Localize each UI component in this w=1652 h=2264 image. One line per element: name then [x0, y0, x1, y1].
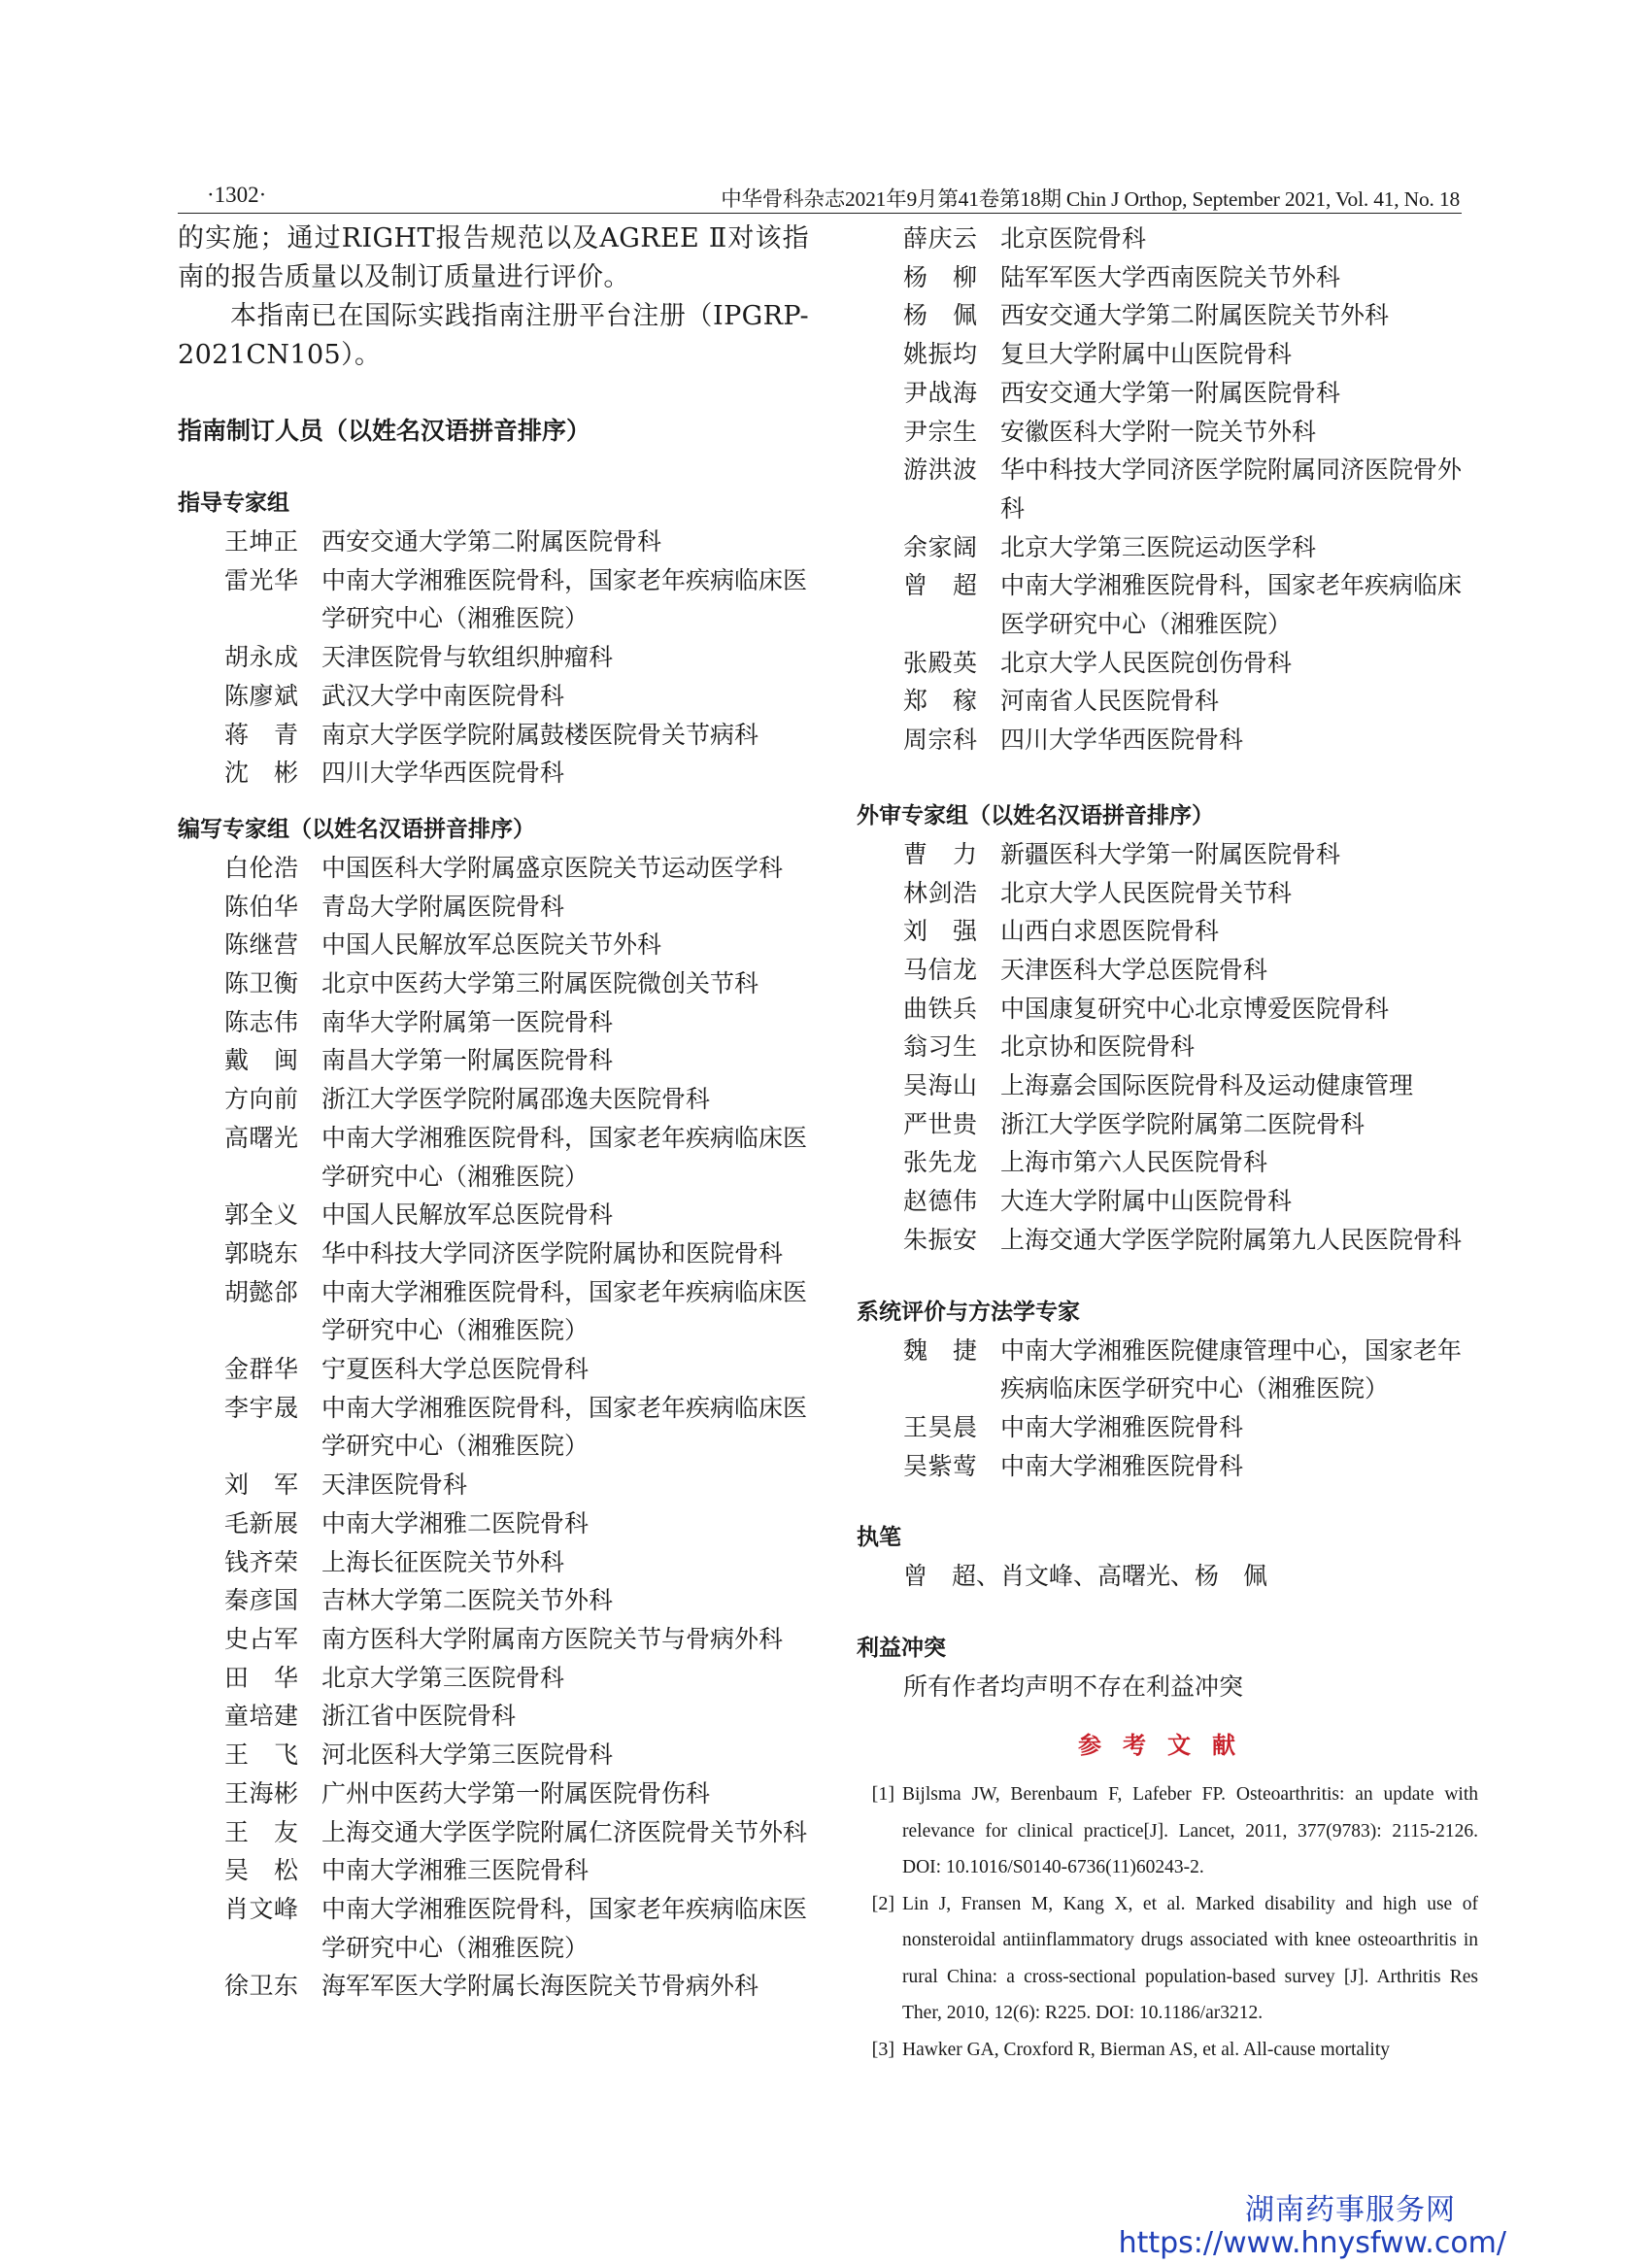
member-entry: [857, 451, 1478, 527]
member-affiliation: 中南大学湘雅医院骨科，国家老年疾病临床医学研究中心（湘雅医院）: [321, 565, 808, 633]
member-name: 吴海山: [903, 1071, 978, 1100]
reference-item: [857, 1886, 1478, 2032]
member-name: 陈伯华: [224, 892, 299, 921]
member-entry: [178, 1119, 809, 1196]
writing-member-list: [178, 849, 809, 2006]
member-affiliation: 华中科技大学同济医学院附属协和医院骨科: [321, 1238, 784, 1267]
member-entry: [857, 1066, 1478, 1105]
member-entry: [857, 912, 1478, 951]
member-entry: [178, 1620, 809, 1659]
member-name: 白伦浩: [224, 853, 299, 882]
member-affiliation: 宁夏医科大学总医院骨科: [321, 1355, 590, 1384]
member-affiliation: 天津医科大学总医院骨科: [1000, 955, 1268, 984]
member-name: 曾 超: [903, 571, 978, 600]
writing-member-list-continued: [857, 220, 1478, 760]
member-name: 郑 稼: [903, 687, 978, 716]
member-entry: [857, 258, 1478, 297]
member-entry: [857, 220, 1478, 258]
references-title: 参考文献: [1078, 1732, 1257, 1760]
member-entry: [178, 1581, 809, 1620]
member-name: 王 飞: [224, 1740, 299, 1770]
reference-number: [3]: [871, 2038, 894, 2060]
member-affiliation: 南方医科大学附属南方医院关节与骨病外科: [321, 1624, 784, 1653]
right-column: [857, 220, 1478, 2068]
member-name: 钱齐荣: [224, 1547, 299, 1576]
member-affiliation: 浙江大学医学院附属邵逸夫医院骨科: [321, 1085, 711, 1114]
member-affiliation: 南京大学医学院附属鼓楼医院骨关节病科: [321, 720, 759, 749]
member-name: 余家阔: [903, 532, 978, 561]
member-name: 王海彬: [224, 1778, 299, 1808]
member-name: 杨 佩: [903, 301, 978, 330]
member-affiliation: 中南大学湘雅医院骨科: [1000, 1412, 1244, 1441]
member-affiliation: 武汉大学中南医院骨科: [321, 681, 565, 710]
member-affiliation: 浙江大学医学院附属第二医院骨科: [1000, 1109, 1365, 1138]
member-name: 陈继营: [224, 930, 299, 960]
member-affiliation: 中南大学湘雅医院骨科，国家老年疾病临床医学研究中心（湘雅医院）: [321, 1277, 808, 1345]
member-affiliation: 中国人民解放军总医院关节外科: [321, 930, 662, 960]
member-entry: [178, 1813, 809, 1852]
member-entry: [178, 1736, 809, 1774]
member-affiliation: 南华大学附属第一医院骨科: [321, 1007, 614, 1036]
member-entry: [178, 1273, 809, 1350]
member-name: 陈廖斌: [224, 681, 299, 710]
member-entry: [178, 1466, 809, 1504]
writing-group-title: 编写专家组（以姓名汉语拼音排序）: [178, 816, 535, 842]
member-entry: [178, 754, 809, 793]
external-member-list: [857, 835, 1478, 1260]
member-affiliation: 中南大学湘雅三医院骨科: [321, 1856, 590, 1885]
member-entry: [857, 1105, 1478, 1144]
member-affiliation: 青岛大学附属医院骨科: [321, 892, 565, 921]
watermark-name: 湖南药事服务网: [1245, 2193, 1456, 2227]
methodology-group-title: 系统评价与方法学专家: [857, 1299, 1080, 1325]
member-affiliation: 陆军军医大学西南医院关节外科: [1000, 262, 1341, 291]
reference-list: [857, 1776, 1478, 2068]
guiding-member-list: [178, 523, 809, 793]
member-name: 徐卫东: [224, 1972, 299, 2001]
member-affiliation: 中国人民解放军总医院骨科: [321, 1200, 614, 1230]
member-entry: [857, 413, 1478, 452]
member-entry: [178, 1504, 809, 1543]
member-name: 沈 彬: [224, 759, 299, 788]
member-affiliation: 复旦大学附属中山医院骨科: [1000, 340, 1293, 369]
member-entry: [857, 566, 1478, 643]
member-affiliation: 北京医院骨科: [1000, 224, 1147, 253]
left-column: [178, 220, 809, 2006]
member-name: 朱振安: [903, 1225, 978, 1254]
member-affiliation: 吉林大学第二医院关节外科: [321, 1586, 614, 1615]
member-affiliation: 中南大学湘雅医院骨科，国家老年疾病临床医学研究中心（湘雅医院）: [321, 1393, 808, 1461]
member-entry: [178, 1697, 809, 1736]
member-entry: [857, 296, 1478, 335]
member-name: 杨 柳: [903, 262, 978, 291]
member-entry: [857, 1143, 1478, 1182]
member-affiliation: 大连大学附属中山医院骨科: [1000, 1187, 1293, 1216]
member-name: 赵德伟: [903, 1187, 978, 1216]
member-name: 高曙光: [224, 1123, 299, 1152]
member-affiliation: 上海市第六人民医院骨科: [1000, 1148, 1268, 1177]
member-entry: [178, 1389, 809, 1466]
member-name: 吴紫莺: [903, 1451, 978, 1480]
member-name: 方向前: [224, 1085, 299, 1114]
member-name: 曲铁兵: [903, 994, 978, 1023]
member-entry: [178, 1350, 809, 1389]
member-entry: [857, 990, 1478, 1029]
member-entry: [178, 523, 809, 561]
conflict-text: 所有作者均声明不存在利益冲突: [903, 1673, 1244, 1702]
member-name: 严世贵: [903, 1109, 978, 1138]
personnel-section-title: 指南制订人员（以姓名汉语拼音排序）: [178, 417, 591, 445]
member-entry: [857, 874, 1478, 913]
member-name: 翁习生: [903, 1032, 978, 1062]
member-name: 陈志伟: [224, 1007, 299, 1036]
member-name: 张殿英: [903, 648, 978, 677]
reference-text: Hawker GA, Croxford R, Bierman AS, et al. All-cause mortality: [902, 2039, 1391, 2060]
member-affiliation: 天津医院骨与软组织肿瘤科: [321, 643, 614, 672]
member-entry: [178, 561, 809, 638]
writers-title: 执笔: [857, 1525, 901, 1551]
member-entry: [857, 835, 1478, 874]
member-name: 吴 松: [224, 1856, 299, 1885]
member-entry: [857, 951, 1478, 990]
reference-number: [2]: [871, 1892, 894, 1914]
running-header: [178, 181, 1462, 214]
member-affiliation: 广州中医药大学第一附属医院骨伤科: [321, 1778, 711, 1808]
member-affiliation: 北京协和医院骨科: [1000, 1032, 1196, 1062]
member-affiliation: 南昌大学第一附属医院骨科: [321, 1046, 614, 1075]
member-affiliation: 上海长征医院关节外科: [321, 1547, 565, 1576]
member-name: 史占军: [224, 1624, 299, 1653]
member-affiliation: 四川大学华西医院骨科: [321, 759, 565, 788]
member-entry: [857, 721, 1478, 760]
member-affiliation: 北京大学第三医院骨科: [321, 1663, 565, 1692]
external-group-title: 外审专家组（以姓名汉语拼音排序）: [857, 802, 1214, 828]
member-affiliation: 北京中医药大学第三附属医院微创关节科: [321, 969, 759, 998]
member-name: 毛新展: [224, 1508, 299, 1537]
reference-text: Bijlsma JW, Berenbaum F, Lafeber FP. Osteoarthritis: an update with relevance for clinical practice[J]. Lancet, 2011, 377(9783): 2115-2126. DOI: 10.1016/S0140-6736(11)60243-2.: [902, 1784, 1478, 1878]
member-affiliation: 河南省人民医院骨科: [1000, 687, 1220, 716]
member-entry: [857, 335, 1478, 374]
member-affiliation: 北京大学人民医院骨关节科: [1000, 878, 1293, 907]
member-affiliation: 中国康复研究中心北京博爱医院骨科: [1000, 994, 1390, 1023]
reference-item: [857, 1776, 1478, 1886]
member-name: 雷光华: [224, 565, 299, 594]
intro-paragraph-1: 的实施；通过RIGHT报告规范以及AGREE Ⅱ对该指南的报告质量以及制订质量进行评价。: [178, 223, 809, 292]
member-name: 肖文峰: [224, 1894, 299, 1923]
member-name: 李宇晟: [224, 1393, 299, 1422]
member-affiliation: 中南大学湘雅医院健康管理中心，国家老年疾病临床医学研究中心（湘雅医院）: [1000, 1335, 1463, 1403]
member-entry: [178, 1851, 809, 1890]
member-affiliation: 华中科技大学同济医学院附属同济医院骨外科: [1000, 456, 1463, 523]
member-entry: [178, 964, 809, 1003]
writers-text: 曾 超、肖文峰、高曙光、杨 佩: [903, 1562, 1268, 1591]
member-entry: [857, 374, 1478, 413]
member-name: 刘 强: [903, 917, 978, 946]
member-name: 姚振均: [903, 340, 978, 369]
member-entry: [178, 1659, 809, 1698]
member-affiliation: 上海嘉会国际医院骨科及运动健康管理: [1000, 1071, 1414, 1100]
member-name: 周宗科: [903, 726, 978, 755]
member-name: 薛庆云: [903, 224, 978, 253]
member-affiliation: 中南大学湘雅医院骨科: [1000, 1451, 1244, 1480]
member-affiliation: 中南大学湘雅医院骨科，国家老年疾病临床医学研究中心（湘雅医院）: [321, 1123, 808, 1191]
member-name: 张先龙: [903, 1148, 978, 1177]
member-entry: [178, 677, 809, 716]
member-affiliation: 上海交通大学医学院附属第九人民医院骨科: [1000, 1225, 1463, 1254]
member-affiliation: 西安交通大学第一附属医院骨科: [1000, 378, 1341, 407]
member-entry: [178, 638, 809, 677]
member-entry: [857, 1182, 1478, 1221]
member-entry: [857, 682, 1478, 721]
member-name: 田 华: [224, 1663, 299, 1692]
member-name: 郭全义: [224, 1200, 299, 1230]
member-entry: [857, 644, 1478, 683]
page-number: ·1302·: [207, 183, 267, 207]
reference-text: Lin J, Fransen M, Kang X, et al. Marked disability and high use of nonsteroidal antiinflammatory drugs associated with knee osteoarthritis in rural China: a cross-sectional population-based survey [J]. Arthritis Res Ther, 2010, 12(6): R225. DOI: 10.1186/ar3212.: [902, 1893, 1478, 2024]
conflict-title: 利益冲突: [857, 1636, 946, 1662]
member-entry: [178, 1041, 809, 1080]
member-entry: [857, 1447, 1478, 1486]
member-affiliation: 四川大学华西医院骨科: [1000, 726, 1244, 755]
member-name: 童培建: [224, 1702, 299, 1731]
member-affiliation: 中南大学湘雅医院骨科，国家老年疾病临床医学研究中心（湘雅医院）: [1000, 571, 1463, 639]
watermark-url[interactable]: https://www.hnysfww.com/: [1118, 2226, 1506, 2260]
member-entry: [178, 1003, 809, 1042]
member-affiliation: 海军军医大学附属长海医院关节骨病外科: [321, 1972, 759, 2001]
member-name: 魏 捷: [903, 1335, 978, 1365]
member-affiliation: 天津医院骨科: [321, 1470, 468, 1500]
member-entry: [178, 1234, 809, 1273]
reference-item: [857, 2032, 1478, 2069]
member-name: 郭晓东: [224, 1238, 299, 1267]
member-entry: [178, 888, 809, 927]
member-name: 戴 闽: [224, 1046, 299, 1075]
member-entry: [178, 926, 809, 964]
member-name: 马信龙: [903, 955, 978, 984]
reference-number: [1]: [871, 1783, 894, 1806]
member-affiliation: 新疆医科大学第一附属医院骨科: [1000, 839, 1341, 868]
member-affiliation: 中南大学湘雅医院骨科，国家老年疾病临床医学研究中心（湘雅医院）: [321, 1894, 808, 1962]
member-entry: [178, 1774, 809, 1813]
member-affiliation: 山西白求恩医院骨科: [1000, 917, 1220, 946]
member-entry: [178, 1967, 809, 2006]
member-affiliation: 西安交通大学第二附属医院关节外科: [1000, 301, 1390, 330]
member-name: 王 友: [224, 1817, 299, 1846]
member-name: 金群华: [224, 1355, 299, 1384]
member-entry: [857, 1408, 1478, 1447]
member-entry: [857, 1028, 1478, 1066]
member-name: 胡懿郃: [224, 1277, 299, 1306]
member-entry: [857, 1332, 1478, 1408]
member-affiliation: 北京大学第三医院运动医学科: [1000, 532, 1317, 561]
member-affiliation: 河北医科大学第三医院骨科: [321, 1740, 614, 1770]
methodology-member-list: [857, 1332, 1478, 1486]
member-name: 胡永成: [224, 643, 299, 672]
member-name: 尹宗生: [903, 417, 978, 446]
member-name: 蒋 青: [224, 720, 299, 749]
member-entry: [857, 1221, 1478, 1260]
member-affiliation: 西安交通大学第二附属医院骨科: [321, 527, 662, 556]
member-name: 秦彦国: [224, 1586, 299, 1615]
member-name: 王昊晨: [903, 1412, 978, 1441]
member-affiliation: 上海交通大学医学院附属仁济医院骨关节外科: [321, 1817, 808, 1846]
member-entry: [178, 1543, 809, 1582]
member-entry: [178, 716, 809, 755]
journal-citation: 中华骨科杂志2021年9月第41卷第18期 Chin J Orthop, September 2021, Vol. 41, No. 18: [721, 187, 1460, 211]
intro-paragraph-2: 本指南已在国际实践指南注册平台注册（IPGRP-2021CN105）。: [178, 301, 809, 370]
member-entry: [857, 528, 1478, 567]
member-entry: [178, 1890, 809, 1967]
member-name: 陈卫衡: [224, 969, 299, 998]
member-affiliation: 北京大学人民医院创伤骨科: [1000, 648, 1293, 677]
member-entry: [178, 1080, 809, 1119]
member-name: 尹战海: [903, 378, 978, 407]
member-name: 刘 军: [224, 1470, 299, 1500]
member-affiliation: 浙江省中医院骨科: [321, 1702, 517, 1731]
member-affiliation: 中国医科大学附属盛京医院关节运动医学科: [321, 853, 784, 882]
member-entry: [178, 1196, 809, 1234]
member-affiliation: 安徽医科大学附一院关节外科: [1000, 417, 1317, 446]
member-affiliation: 中南大学湘雅二医院骨科: [321, 1508, 590, 1537]
member-name: 王坤正: [224, 527, 299, 556]
member-name: 曹 力: [903, 839, 978, 868]
member-entry: [178, 849, 809, 888]
member-name: 林剑浩: [903, 878, 978, 907]
member-name: 游洪波: [903, 456, 978, 485]
guiding-group-title: 指导专家组: [178, 490, 289, 516]
